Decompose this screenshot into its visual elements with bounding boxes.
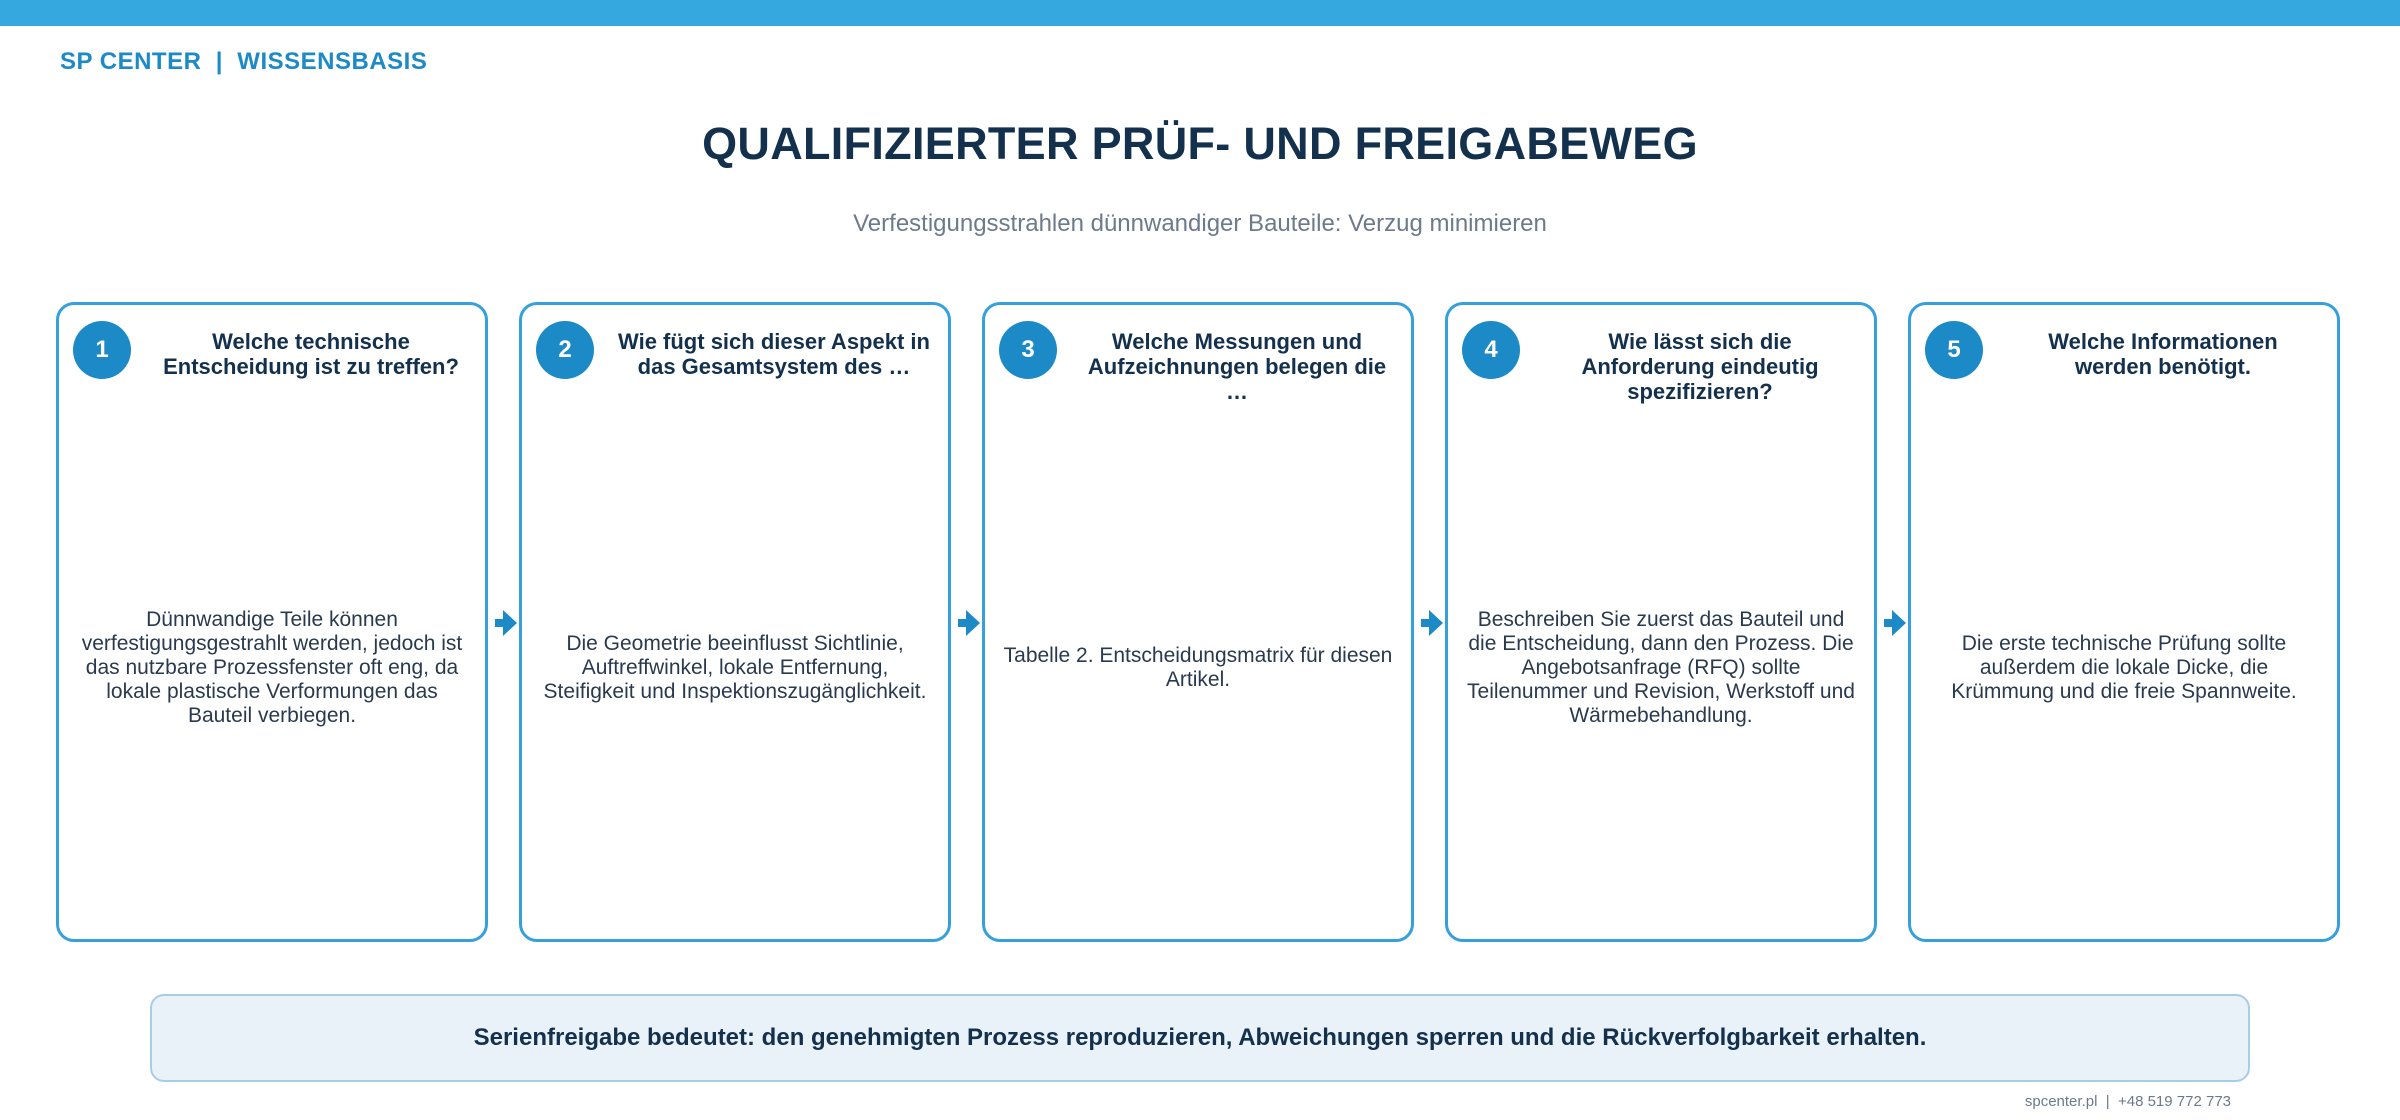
brand-label: SP CENTER | WISSENSBASIS: [60, 48, 428, 75]
step-card-4: [1445, 302, 1877, 942]
step-body: [77, 415, 467, 921]
page-subtitle: Verfestigungsstrahlen dünnwandiger Bauteile: Verzug minimieren: [853, 210, 1547, 237]
step-card-1: [56, 302, 488, 942]
arrow-right-icon: [495, 610, 517, 636]
step-title: Wie fügt sich dieser Aspekt in das Gesamtsystem des …: [618, 329, 930, 379]
step-number-badge: 1: [73, 321, 131, 379]
summary-banner-text: Serienfreigabe bedeutet: den genehmigten Prozess reproduzieren, Abweichungen sperren und die Rückverfolgbarkeit erhalten.: [473, 1024, 1927, 1051]
arrow-right-icon: [958, 610, 980, 636]
step-title: Welche Messungen und Aufzeichnungen belegen die …: [1087, 329, 1387, 404]
step-body: [540, 415, 930, 921]
top-accent-bar: [0, 0, 2400, 26]
step-number-badge: 4: [1462, 321, 1520, 379]
step-body-text: Die erste technische Prüfung sollte außerdem die lokale Dicke, die Krümmung und die freie Spannweite.: [1951, 632, 2297, 703]
step-body: [1466, 415, 1856, 921]
step-body: [1929, 415, 2319, 921]
step-title: Wie lässt sich die Anforderung eindeutig spezifizieren?: [1581, 329, 1819, 404]
step-title: Welche technische Entscheidung ist zu treffen?: [163, 329, 459, 379]
step-body-text: Tabelle 2. Entscheidungsmatrix für diesen Artikel.: [1003, 644, 1393, 691]
footer-contact: spcenter.pl | +48 519 772 773: [2024, 1093, 2231, 1110]
step-body-text: Dünnwandige Teile können verfestigungsgestrahlt werden, jedoch ist das nutzbare Prozessfenster oft eng, da lokale plastische Verformungen das Bauteil verbiegen.: [81, 608, 463, 727]
step-number-badge: 3: [999, 321, 1057, 379]
step-card-5: [1908, 302, 2340, 942]
step-title: Welche Informationen werden benötigt.: [2048, 329, 2278, 379]
step-body-text: Die Geometrie beeinflusst Sichtlinie, Auftreffwinkel, lokale Entfernung, Steifigkeit und Inspektionszugänglichkeit.: [543, 632, 927, 703]
summary-banner: [150, 994, 2250, 1082]
page-title: QUALIFIZIERTER PRÜF- UND FREIGABEWEG: [702, 118, 1698, 169]
arrow-right-icon: [1884, 610, 1906, 636]
step-number-badge: 5: [1925, 321, 1983, 379]
step-card-3: [982, 302, 1414, 942]
step-card-2: [519, 302, 951, 942]
step-body: [1003, 415, 1393, 921]
step-body-text: Beschreiben Sie zuerst das Bauteil und die Entscheidung, dann den Prozess. Die Angebotsanfrage (RFQ) sollte Teilenummer und Revision, Werkstoff und Wärmebehandlung.: [1467, 608, 1855, 727]
step-number-badge: 2: [536, 321, 594, 379]
arrow-right-icon: [1421, 610, 1443, 636]
